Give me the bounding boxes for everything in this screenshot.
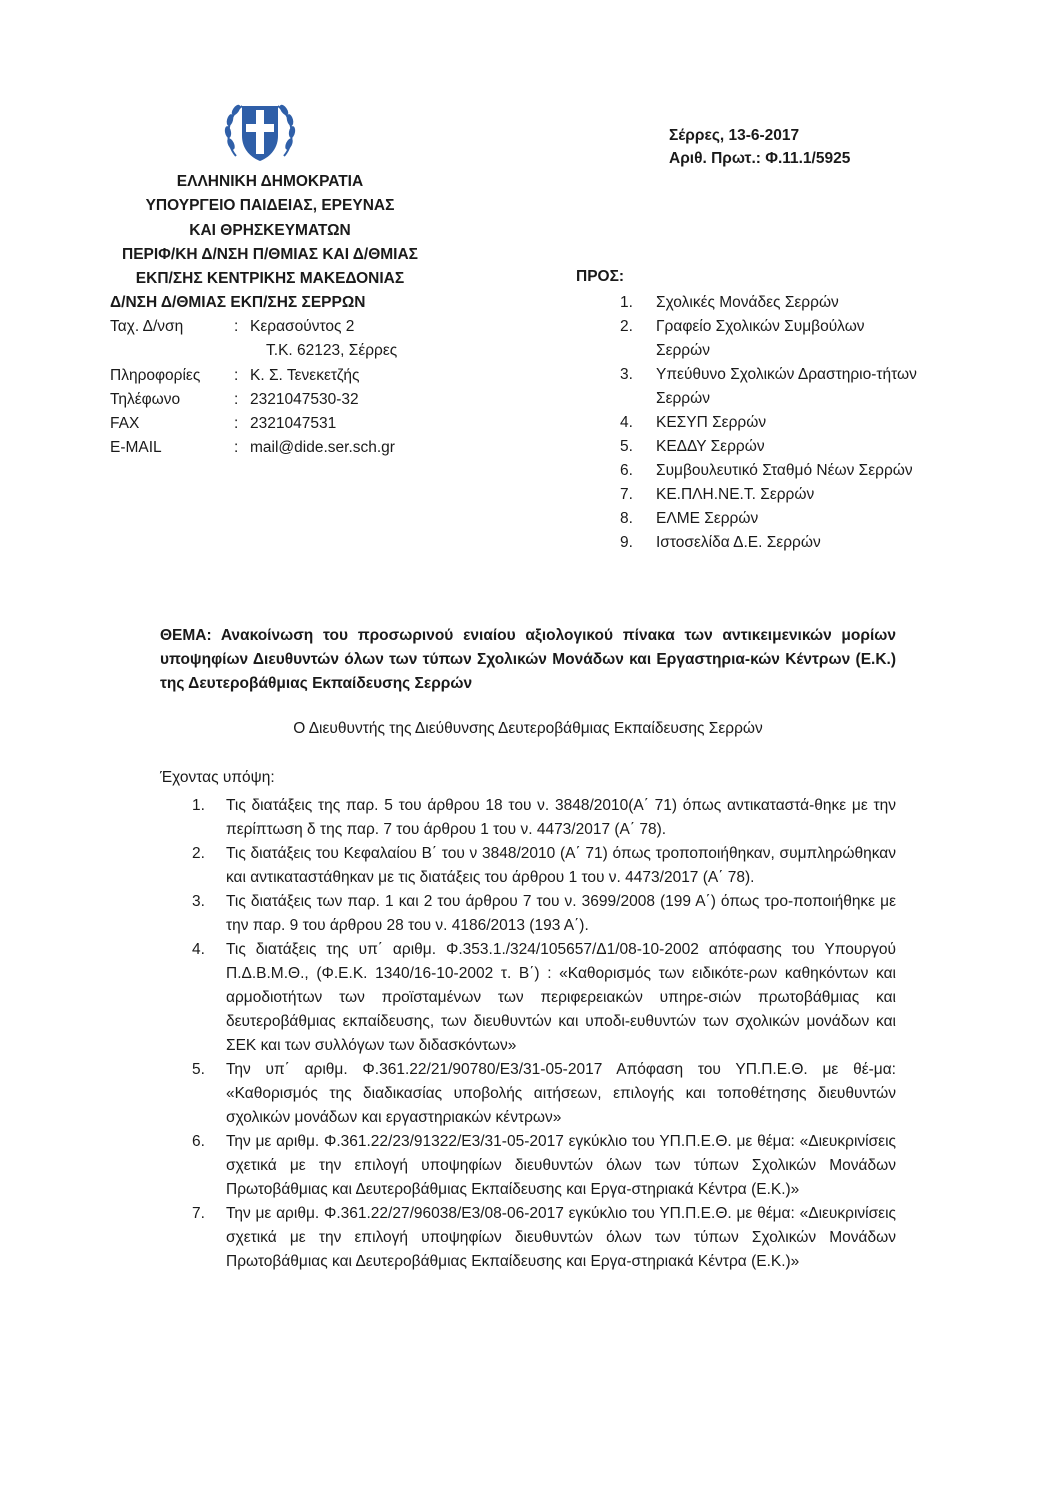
item-number: 1. [620, 294, 633, 311]
address-label: Ταχ. Δ/νση [110, 318, 184, 335]
item-text: ΚΕΣΥΠ Σερρών [656, 414, 767, 431]
list-item [620, 291, 920, 315]
list-item [620, 531, 920, 555]
list-item [192, 842, 896, 890]
colon: : [234, 439, 239, 457]
item-text: ΚΕΔΔΥ Σερρών [656, 438, 765, 455]
list-item [620, 435, 920, 459]
authority-line: ΠΕΡΙΦ/ΚΗ Δ/ΝΣΗ Π/ΘΜΙΑΣ ΚΑΙ Δ/ΘΜΙΑΣ [122, 245, 418, 263]
item-text: Τις διατάξεις του Κεφαλαίου Β΄ του ν 3848/2010 (Α΄ 71) όπως τροποποιήθηκαν, συμπληρώθηκαν και αντικαταστάθηκαν με τις διατάξεις του άρθρου 1 του ν. 4473/2017 (Α΄ 78). [226, 845, 896, 886]
list-item [620, 411, 920, 435]
colon: : [234, 390, 239, 408]
item-number: 6. [620, 462, 633, 479]
item-number: 3. [620, 366, 633, 383]
item-text: Τις διατάξεις της παρ. 5 του άρθρου 18 του ν. 3848/2010(Α΄ 71) όπως αντικαταστά-θηκε με την περίπτωση δ της παρ. 7 του άρθρου 1 του ν. 4473/2017 (Α΄ 78). [226, 797, 896, 838]
item-number: 5. [192, 1061, 205, 1078]
list-item [192, 1058, 896, 1130]
contact-details [110, 315, 397, 461]
fax-label: FAX [110, 415, 140, 433]
list-item [620, 483, 920, 507]
protocol-number: Αριθ. Πρωτ.: Φ.11.1/5925 [669, 150, 851, 167]
recipients-list [620, 291, 920, 555]
item-text: Γραφείο Σχολικών Συμβούλων Σερρών [656, 318, 865, 359]
document-date: Σέρρες, 13-6-2017 [669, 127, 800, 144]
list-item [192, 938, 896, 1058]
contact-row-info [110, 364, 397, 388]
authority-line: ΕΛΛΗΝΙΚΗ ΔΗΜΟΚΡΑΤΙΑ [176, 173, 364, 190]
item-number: 2. [620, 318, 633, 335]
list-item [620, 315, 920, 363]
item-text: Τις διατάξεις της υπ΄ αριθμ. Φ.353.1./324/105657/Δ1/08-10-2002 απόφασης του Υπουργού Π.Δ.Β.Μ.Θ., (Φ.Ε.Κ. 1340/16-10-2002 τ. Β΄) : «Καθορισμός των ειδικότε-ρων καθηκόντων και αρμοδιοτήτων των προϊσταμένων των περιφερειακών υπηρε-σιών πρωτοβάθμιας και δευτεροβάθμιας εκπαίδευσης, των διευθυντών και υποδι-ευθυντών των σχολικών μονάδων και ΣΕΚ και των συλλόγων των διδασκόντων» [226, 941, 896, 1054]
item-number: 6. [192, 1133, 205, 1150]
list-item [192, 794, 896, 842]
contact-row-email [110, 436, 397, 460]
item-text: ΚΕ.ΠΛΗ.ΝΕ.Τ. Σερρών [656, 486, 815, 503]
item-number: 5. [620, 438, 633, 455]
item-text: ΕΛΜΕ Σερρών [656, 510, 759, 527]
authority-line: ΕΚΠ/ΣΗΣ ΚΕΝΤΡΙΚΗΣ ΜΑΚΕΔΟΝΙΑΣ [135, 270, 405, 288]
date-and-protocol [669, 124, 850, 170]
authority-line: Δ/ΝΣΗ Δ/ΘΜΙΑΣ ΕΚΠ/ΣΗΣ ΣΕΡΡΩΝ [110, 294, 366, 312]
contact-row-phone [110, 388, 397, 412]
list-item [620, 507, 920, 531]
item-text: Την με αριθμ. Φ.361.22/23/91322/Ε3/31-05-2017 εγκύκλιο του ΥΠ.Π.Ε.Θ. με θέμα: «Διευκρινίσεις σχετικά με την επιλογή υποψηφίων διευθυντών όλων των τύπων Σχολικών Μονάδων Πρωτοβάθμιας και Δευτεροβάθμιας Εκπαίδευσης και Εργα-στηριακά Κέντρα (Ε.Κ.)» [226, 1133, 896, 1198]
director-heading: Ο Διευθυντής της Διεύθυνσης Δευτεροβάθμιας Εκπαίδευσης Σερρών [293, 720, 763, 737]
list-item [620, 459, 920, 483]
info-label: Πληροφορίες [110, 366, 201, 384]
item-number: 7. [192, 1205, 205, 1222]
item-text: Την υπ΄ αριθμ. Φ.361.22/21/90780/Ε3/31-05-2017 Απόφαση του ΥΠ.Π.Ε.Θ. με θέ-μα: «Καθορισμός της διαδικασίας υποβολής αιτήσεων, επιλογής και τοποθέτησης διευθυντών σχολικών μονάδων και εργαστηριακών κέντρων» [226, 1061, 896, 1126]
address-line-2: Τ.Κ. 62123, Σέρρες [266, 342, 398, 360]
contact-row-address [110, 315, 397, 339]
item-text: Την με αριθμ. Φ.361.22/27/96038/Ε3/08-06-2017 εγκύκλιο του ΥΠ.Π.Ε.Θ. με θέμα: «Διευκρινίσεις σχετικά με την επιλογή υποψηφίων διευθυντών όλων των τύπων Σχολικών Μονάδων Πρωτοβάθμιας και Δευτεροβάθμιας Εκπαίδευσης και Εργα-στηριακά Κέντρα (Ε.Κ.)» [226, 1205, 896, 1270]
item-text: Υπεύθυνο Σχολικών Δραστηριο-τήτων Σερρών [656, 366, 917, 407]
item-text: Συμβουλευτικό Σταθμό Νέων Σερρών [656, 462, 913, 479]
item-text: Ιστοσελίδα Δ.Ε. Σερρών [656, 534, 821, 551]
item-text: Σχολικές Μονάδες Σερρών [656, 294, 839, 311]
issuing-authority [110, 170, 430, 316]
item-number: 3. [192, 893, 205, 910]
item-text: Τις διατάξεις των παρ. 1 και 2 του άρθρου 7 του ν. 3699/2008 (199 Α΄) όπως τρο-ποποιήθηκε με την παρ. 9 του άρθρου 28 του ν. 4186/2013 (193 Α΄). [226, 893, 896, 934]
item-number: 7. [620, 486, 633, 503]
email-label: E-MAIL [110, 439, 162, 457]
item-number: 4. [620, 414, 633, 431]
email-value: mail@dide.ser.sch.gr [250, 439, 395, 457]
colon: : [234, 318, 239, 335]
list-item [192, 890, 896, 938]
item-number: 2. [192, 845, 205, 862]
authority-line: ΥΠΟΥΡΓΕΙΟ ΠΑΙΔΕΙΑΣ, ΕΡΕΥΝΑΣ [145, 197, 395, 215]
hellenic-republic-emblem-icon [222, 98, 298, 166]
list-item [192, 1130, 896, 1202]
item-number: 8. [620, 510, 633, 527]
item-number: 9. [620, 534, 633, 551]
colon: : [234, 366, 239, 384]
recipients-label: ΠΡΟΣ: [576, 268, 625, 285]
item-number: 4. [192, 941, 205, 958]
phone-value: 2321047530-32 [250, 390, 359, 408]
item-number: 1. [192, 797, 205, 814]
considerations-list [192, 794, 896, 1274]
address-line-1: Κερασούντος 2 [250, 318, 355, 335]
authority-line: ΚΑΙ ΘΡΗΣΚΕΥΜΑΤΩΝ [189, 221, 351, 239]
phone-label: Τηλέφωνο [110, 390, 181, 408]
list-item [620, 363, 920, 411]
contact-row-address-cont [110, 339, 397, 363]
info-value: Κ. Σ. Τενεκετζής [250, 366, 360, 384]
subject-line: ΘΕΜΑ: Ανακοίνωση του προσωρινού ενιαίου αξιολογικού πίνακα των αντικειμενικών μορίων υποψηφίων Διευθυντών όλων των τύπων Σχολικών Μονάδων και Εργαστηρια-κών Κέντρων (Ε.Κ.) της Δευτεροβάθμιας Εκπαίδευσης Σερρών [160, 627, 896, 692]
list-item [192, 1202, 896, 1274]
colon: : [234, 415, 239, 433]
fax-value: 2321047531 [250, 415, 337, 433]
considerations-intro: Έχοντας υπόψη: [160, 769, 275, 786]
contact-row-fax [110, 412, 397, 436]
